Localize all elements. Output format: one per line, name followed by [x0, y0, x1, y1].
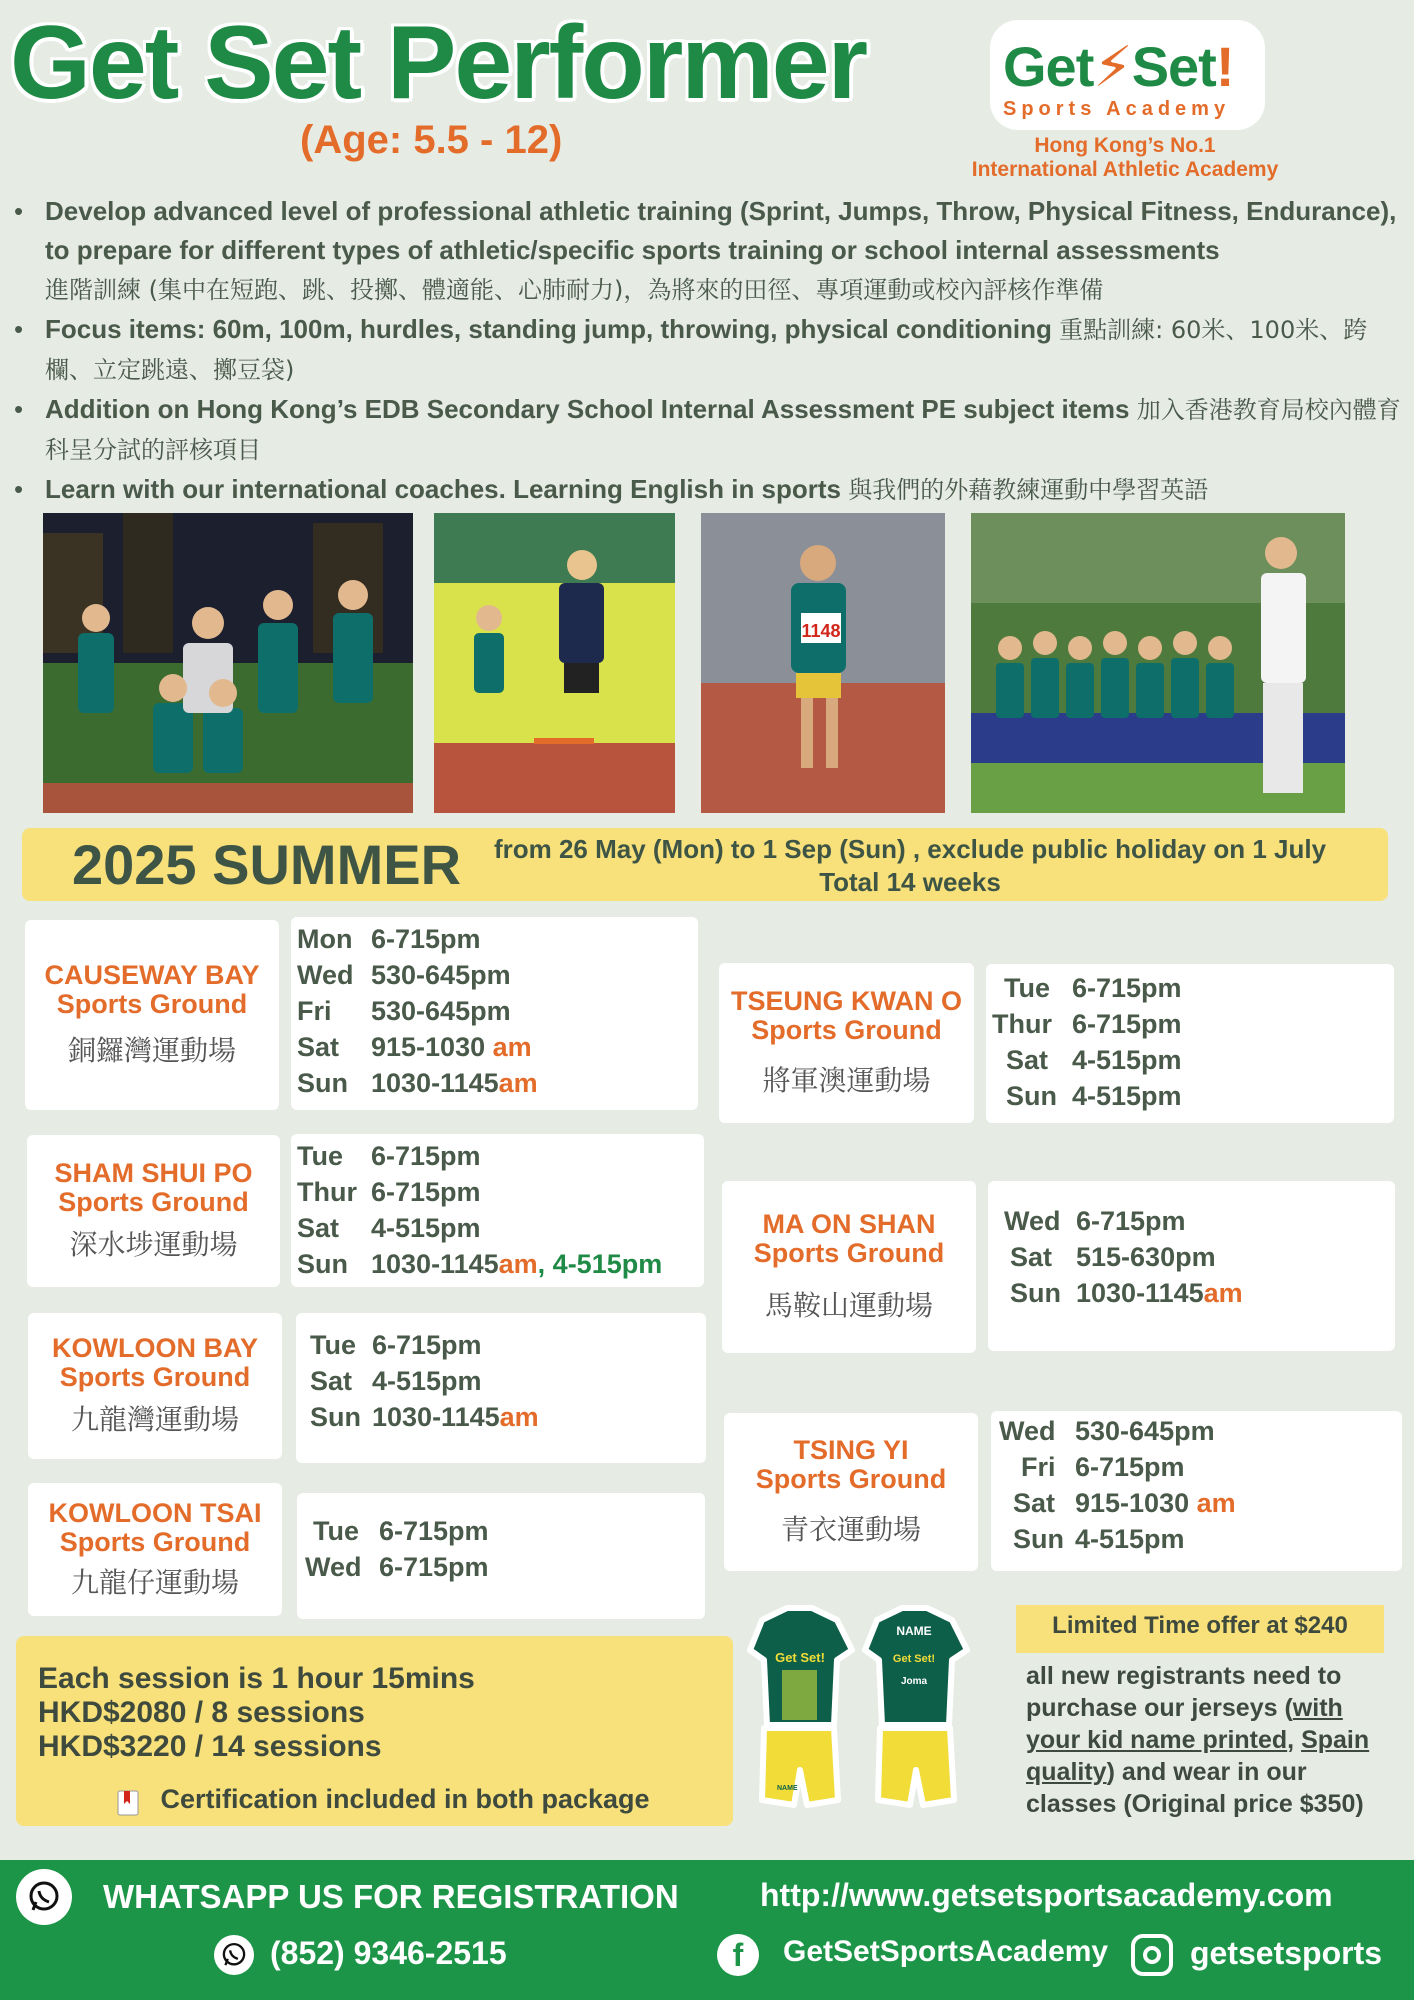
venue-type: Sports Ground — [58, 1187, 249, 1217]
schedule-row: Sat 915-1030 am — [1013, 1488, 1236, 1518]
venue-name-zh: 馬鞍山運動場 — [764, 1289, 933, 1322]
venue-ma-on-shan — [722, 1181, 976, 1353]
photo-hurdle-drill — [434, 513, 675, 813]
venue-name: MA ON SHAN — [762, 1209, 936, 1239]
offer-details: all new registrants need to purchase our jerseys (with your kid name printed, Spain quality) and wear in our classes (Original price $350) — [1026, 1662, 1370, 1818]
schedule-row: Wed 530-645pm — [297, 960, 511, 990]
venue-kowloon-tsai — [28, 1483, 282, 1616]
venue-name-zh: 九龍仔運動場 — [70, 1565, 239, 1599]
schedule-row: Tue 6-715pm — [1004, 973, 1182, 1003]
lightning-bolt-icon: ⚡ — [1093, 35, 1132, 98]
summer-total-weeks: Total 14 weeks — [819, 867, 1001, 897]
schedule-causeway-bay — [291, 917, 698, 1110]
shorts-name-label: NAME — [777, 1785, 798, 1792]
schedule-sham-shui-po — [291, 1134, 704, 1287]
race-bib: 1148 — [801, 621, 841, 641]
venue-name: KOWLOON TSAI — [48, 1497, 262, 1528]
schedule-kowloon-bay — [296, 1313, 706, 1463]
schedule-row: Sun 1030-1145am — [1010, 1278, 1243, 1308]
instagram-handle[interactable]: getsetsports — [1190, 1935, 1383, 1971]
schedule-ma-on-shan — [988, 1181, 1395, 1351]
highlight-item: • Develop advanced level of professional athletic training (Sprint, Jumps, Throw, Physical Fitness, Endurance), to prepare for different types of athletic/specific sports training or school internal assessments 進階訓練 (集中在短跑、跳、投擲、體適能、心肺耐力)，為將來的田徑、專項運動或校內評核作準備 — [10, 192, 1410, 310]
schedule-row: Sat 515-630pm — [1010, 1242, 1216, 1272]
schedule-row: Thur 6-715pm — [297, 1177, 481, 1207]
venue-name-zh: 青衣運動場 — [780, 1513, 921, 1546]
offer-title: Limited Time offer at $240 — [1052, 1612, 1348, 1639]
jersey-kit-brand: Joma — [900, 1676, 928, 1687]
venue-name-zh: 深水埗運動場 — [69, 1228, 238, 1261]
jersey-image — [742, 1600, 992, 1850]
schedule-row: Sun 4-515pm — [1013, 1524, 1185, 1554]
schedule-row: Sun 1030-1145am — [310, 1402, 539, 1432]
schedule-tseung-kwan-o — [986, 964, 1394, 1123]
venue-name-zh: 銅鑼灣運動場 — [67, 1034, 236, 1067]
venue-sham-shui-po — [27, 1135, 280, 1287]
age-range: (Age: 5.5 - 12) — [300, 118, 563, 162]
venue-tseung-kwan-o — [719, 963, 974, 1123]
jersey-name-label: NAME — [896, 1624, 932, 1638]
photo-group-night — [43, 513, 413, 813]
schedule-row: Sun 4-515pm — [1006, 1081, 1182, 1111]
phone-number[interactable]: (852) 9346-2515 — [270, 1935, 507, 1971]
venue-type: Sports Ground — [755, 1464, 947, 1494]
whatsapp-icon[interactable] — [16, 1869, 72, 1925]
jersey-brand-text: Get Set! — [775, 1650, 825, 1665]
schedule-row: Sat 4-515pm — [1006, 1045, 1182, 1075]
schedule-row: Fri 530-645pm — [297, 996, 511, 1026]
summer-dates: from 26 May (Mon) to 1 Sep (Sun) , exclude public holiday on 1 July — [493, 834, 1327, 864]
logo-subtitle: Sports Academy — [1003, 98, 1231, 120]
tagline-line-2: International Athletic Academy — [971, 158, 1279, 181]
highlight-item: • Focus items: 60m, 100m, hurdles, standing jump, throwing, physical conditioning 重點訓練: 60米、100米、跨欄、立定跳遠、擲豆袋) — [10, 310, 1410, 390]
schedule-row: Tue 6-715pm — [310, 1330, 482, 1360]
venue-name-zh: 將軍澳運動場 — [762, 1064, 931, 1097]
venue-tsing-yi — [724, 1413, 978, 1571]
highlight-item: • Addition on Hong Kong’s EDB Secondary School Internal Assessment PE subject items 加入香港教育局校內體育科呈分試的評核項目 — [10, 390, 1410, 470]
schedule-row: Sun 1030-1145am — [297, 1068, 538, 1098]
schedule-row: Tue 6-715pm — [313, 1516, 489, 1546]
logo-wordmark: Get⚡Set! — [1003, 35, 1234, 98]
summer-title: 2025 SUMMER — [72, 833, 462, 896]
instagram-icon[interactable] — [1131, 1934, 1173, 1976]
program-highlights — [10, 192, 1410, 510]
schedule-row: Sun 1030-1145am, 4-515pm — [297, 1249, 663, 1279]
session-length: Each session is 1 hour 15mins — [38, 1662, 475, 1695]
venue-causeway-bay — [25, 920, 279, 1110]
photo-team-coach — [971, 513, 1345, 813]
facebook-handle[interactable]: GetSetSportsAcademy — [783, 1935, 1109, 1968]
venue-kowloon-bay — [28, 1313, 282, 1459]
website-link[interactable]: http://www.getsetsportsacademy.com — [760, 1877, 1333, 1913]
schedule-row: Wed 6-715pm — [1004, 1206, 1186, 1236]
schedule-row: Tue 6-715pm — [297, 1141, 481, 1171]
venue-type: Sports Ground — [59, 1362, 251, 1392]
venue-name-zh: 九龍灣運動場 — [70, 1403, 239, 1436]
schedule-tsing-yi — [991, 1411, 1402, 1571]
venue-name: SHAM SHUI PO — [54, 1158, 253, 1188]
photo-runner — [701, 513, 945, 813]
price-14-sessions: HKD$3220 / 14 sessions — [38, 1730, 382, 1763]
highlight-item: • Learn with our international coaches. Learning English in sports 與我們的外藉教練運動中學習英語 — [10, 470, 1410, 510]
jersey-brand-text: Get Set! — [892, 1653, 936, 1665]
venue-name: KOWLOON BAY — [51, 1333, 258, 1363]
whatsapp-icon — [214, 1935, 254, 1975]
venue-name: TSING YI — [793, 1435, 909, 1465]
schedule-row: Wed 6-715pm — [305, 1552, 489, 1582]
venue-type: Sports Ground — [56, 989, 248, 1019]
schedule-kowloon-tsai — [297, 1493, 705, 1619]
venue-type: Sports Ground — [753, 1238, 945, 1268]
venue-name: TSEUNG KWAN O — [730, 986, 962, 1016]
venue-name: CAUSEWAY BAY — [44, 960, 260, 990]
schedule-row: Mon 6-715pm — [297, 924, 481, 954]
facebook-icon[interactable]: f — [717, 1934, 759, 1976]
venue-type: Sports Ground — [751, 1015, 942, 1045]
schedule-row: Fri 6-715pm — [1021, 1452, 1185, 1482]
price-8-sessions: HKD$2080 / 8 sessions — [38, 1696, 365, 1729]
schedule-row: Sat 915-1030 am — [297, 1032, 532, 1062]
schedule-row: Sat 4-515pm — [297, 1213, 481, 1243]
certification-note: Certification included in both package — [160, 1784, 650, 1814]
whatsapp-cta[interactable]: WHATSAPP US FOR REGISTRATION — [103, 1878, 679, 1915]
tagline-line-1: Hong Kong’s No.1 — [1034, 134, 1216, 157]
page-title: Get Set Performer — [10, 5, 867, 121]
schedule-row: Thur 6-715pm — [992, 1009, 1182, 1039]
schedule-row: Sat 4-515pm — [310, 1366, 482, 1396]
schedule-row: Wed 530-645pm — [999, 1416, 1215, 1446]
venue-type: Sports Ground — [59, 1526, 251, 1557]
